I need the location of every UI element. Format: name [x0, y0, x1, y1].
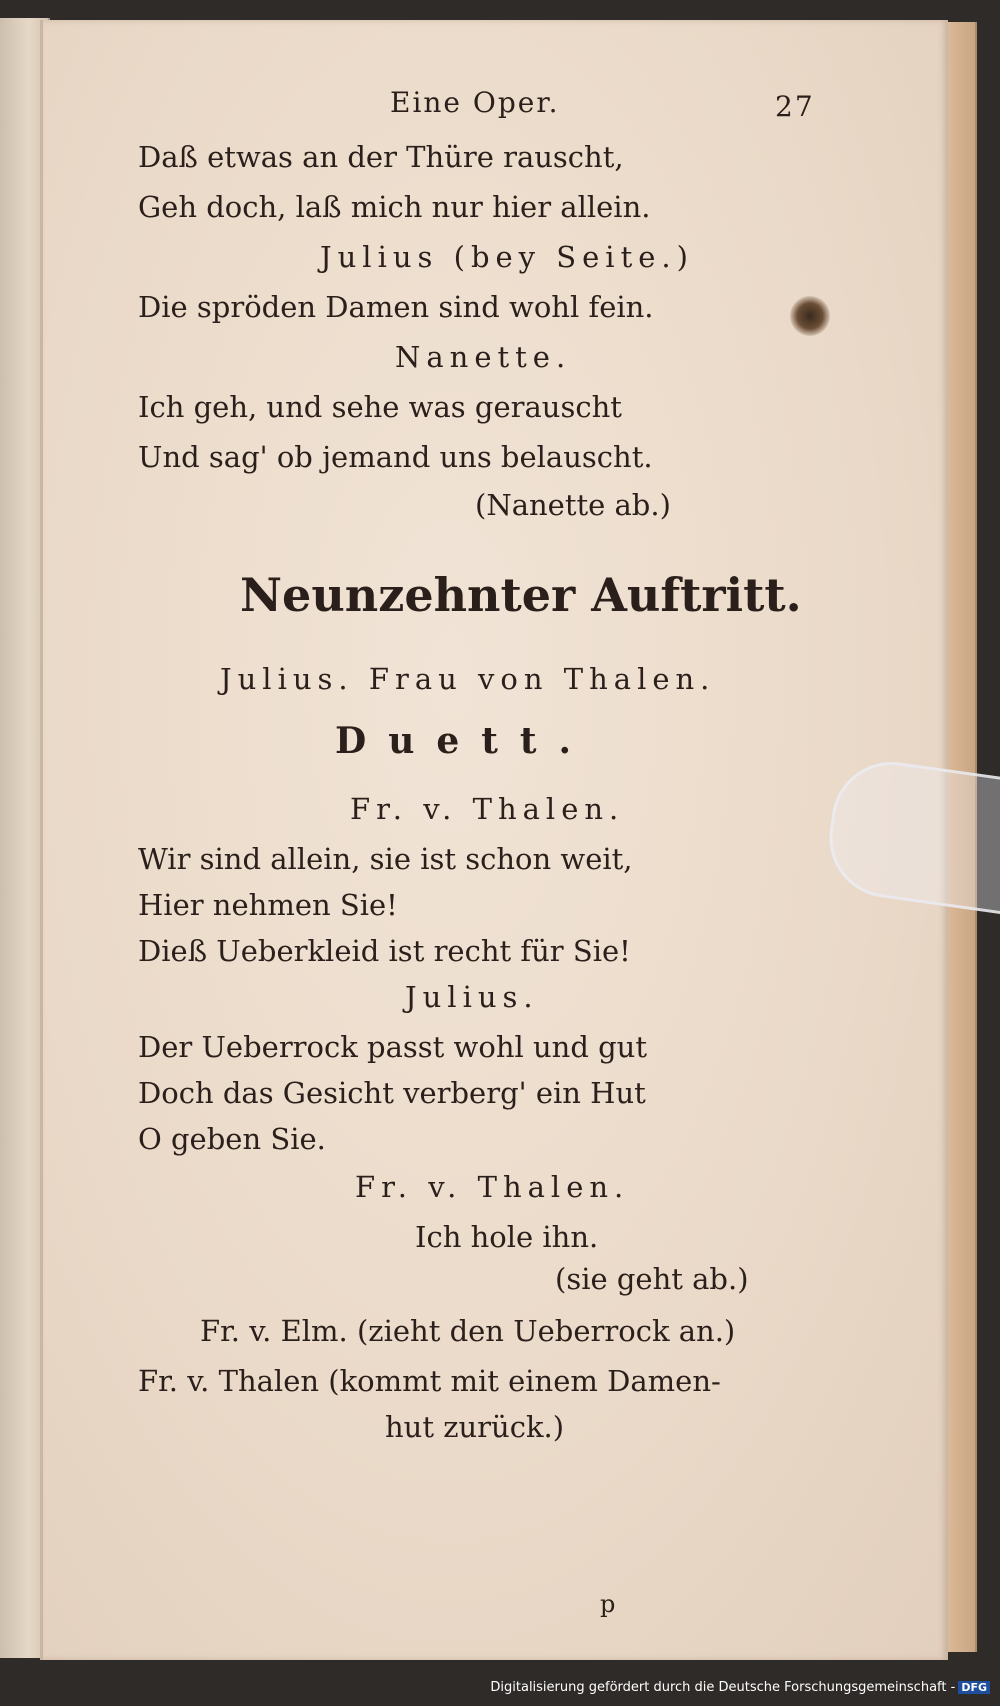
verse-line: Ich hole ihn. [415, 1220, 599, 1254]
ink-stain [790, 296, 830, 336]
scene-characters: Julius. Frau von Thalen. [220, 662, 716, 696]
stage-direction: Fr. v. Elm. (zieht den Ueberrock an.) [200, 1314, 736, 1348]
running-title: Eine Oper. [390, 86, 560, 119]
verse-line: Der Ueberrock passt wohl und gut [138, 1030, 648, 1064]
stage-direction: (Nanette ab.) [475, 488, 671, 522]
verse-line: Hier nehmen Sie! [138, 888, 398, 922]
speaker-label: Fr. v. Thalen. [355, 1170, 630, 1204]
verse-line: Und sag' ob jemand uns belauscht. [138, 440, 653, 474]
verse-line: O geben Sie. [138, 1122, 326, 1156]
stage-direction: hut zurück.) [385, 1410, 565, 1444]
verse-line: Die spröden Damen sind wohl fein. [138, 290, 654, 324]
verse-line: Geh doch, laß mich nur hier allein. [138, 190, 651, 224]
scene-title: Neunzehnter Auftritt. [240, 568, 802, 622]
verse-line: Daß etwas an der Thüre rauscht, [138, 140, 624, 174]
speaker-label: Julius (bey Seite.) [320, 240, 694, 274]
verse-line: Ich geh, und sehe was gerauscht [138, 390, 622, 424]
stage-direction: (sie geht ab.) [555, 1262, 749, 1296]
page-number: 27 [775, 90, 815, 123]
speaker-label: Fr. v. Thalen. [350, 792, 625, 826]
verse-line: Dieß Ueberkleid ist recht für Sie! [138, 934, 631, 968]
footer-credit [0, 1680, 990, 1695]
speaker-label: Nanette. [395, 340, 572, 374]
signature-mark: p [600, 1590, 616, 1618]
footer-text: Digitalisierung gefördert durch die Deutsche Forschungsgemeinschaft - [490, 1680, 956, 1695]
speaker-label: Julius. [405, 980, 539, 1014]
verse-line: Wir sind allein, sie ist schon weit, [138, 842, 633, 876]
verse-line: Doch das Gesicht verberg' ein Hut [138, 1076, 646, 1110]
dfg-badge: DFG [958, 1681, 990, 1694]
duett-label: Duett. [335, 720, 594, 762]
stage-direction: Fr. v. Thalen (kommt mit einem Damen- [138, 1364, 721, 1398]
